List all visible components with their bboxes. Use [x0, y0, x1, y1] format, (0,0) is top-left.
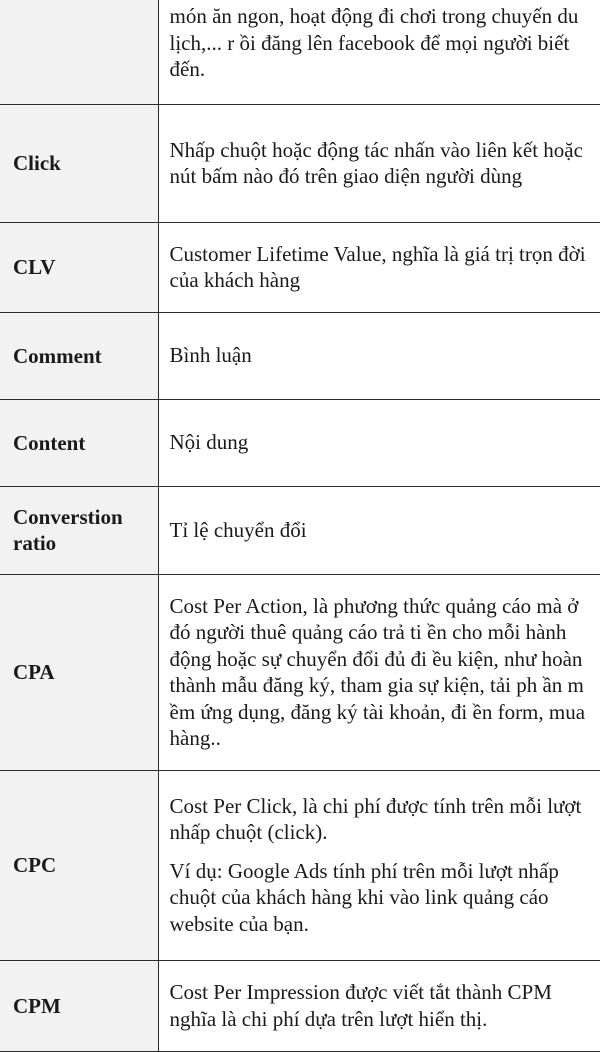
term-cell: CPM	[0, 960, 158, 1051]
term-cell	[0, 0, 158, 104]
table-row	[0, 0, 600, 104]
term-cell: Content	[0, 399, 158, 486]
definition-cell	[158, 770, 600, 960]
definition-text: Bình luận	[169, 343, 252, 368]
table-row	[0, 312, 600, 399]
definition-example-text: Ví dụ: Google Ads tính phí trên mỗi lượt nhấp chuột của khách hàng khi vào link quảng cáo website của bạn.	[169, 858, 559, 936]
table-row	[0, 104, 600, 222]
table-row	[0, 399, 600, 486]
table-row	[0, 574, 600, 770]
table-row	[0, 486, 600, 574]
definition-text: Cost Per Action, là phương thức quảng cáo mà ở đó người thuê quảng cáo trả ti ền cho mỗi hành động hoặc sự chuyển đổi đủ đi ều kiện, như hoàn thành mẫu đăng ký, tham gia sự kiện, tải ph ần m ềm ứng dụng, đăng ký tài khoản, đi ền form, mua hàng..	[169, 593, 586, 750]
table-row	[0, 770, 600, 960]
definition-text: Nội dung	[169, 430, 249, 455]
term-cell: CLV	[0, 222, 158, 312]
term-cell: Converstion ratio	[0, 486, 158, 574]
definition-cell	[158, 312, 600, 399]
definition-cell	[158, 222, 600, 312]
definition-text: Tỉ lệ chuyển đổi	[169, 517, 307, 542]
term-cell: CPC	[0, 770, 158, 960]
definition-cell	[158, 0, 600, 104]
definition-cell	[158, 486, 600, 574]
definition-text: Nhấp chuột hoặc động tác nhấn vào liên kết hoặc nút bấm nào đó trên giao diện người dùng	[169, 137, 583, 188]
table-row	[0, 960, 600, 1051]
definition-cell	[158, 960, 600, 1051]
definition-text: món ăn ngon, hoạt động đi chơi trong chuyến du lịch,... r ồi đăng lên facebook để mọi người biết đến.	[169, 4, 579, 81]
definition-cell	[158, 399, 600, 486]
definition-cell	[158, 574, 600, 770]
term-cell: Click	[0, 104, 158, 222]
term-cell: CPA	[0, 574, 158, 770]
definition-cell	[158, 104, 600, 222]
term-cell: Comment	[0, 312, 158, 399]
definition-text: Customer Lifetime Value, nghĩa là giá trị trọn đời của khách hàng	[169, 241, 586, 292]
definition-text: Cost Per Impression được viết tắt thành CPM nghĩa là chi phí dựa trên lượt hiển thị.	[169, 980, 552, 1031]
definition-text: Cost Per Click, là chi phí được tính trên mỗi lượt nhấp chuột (click).	[169, 793, 582, 845]
table-row	[0, 222, 600, 312]
